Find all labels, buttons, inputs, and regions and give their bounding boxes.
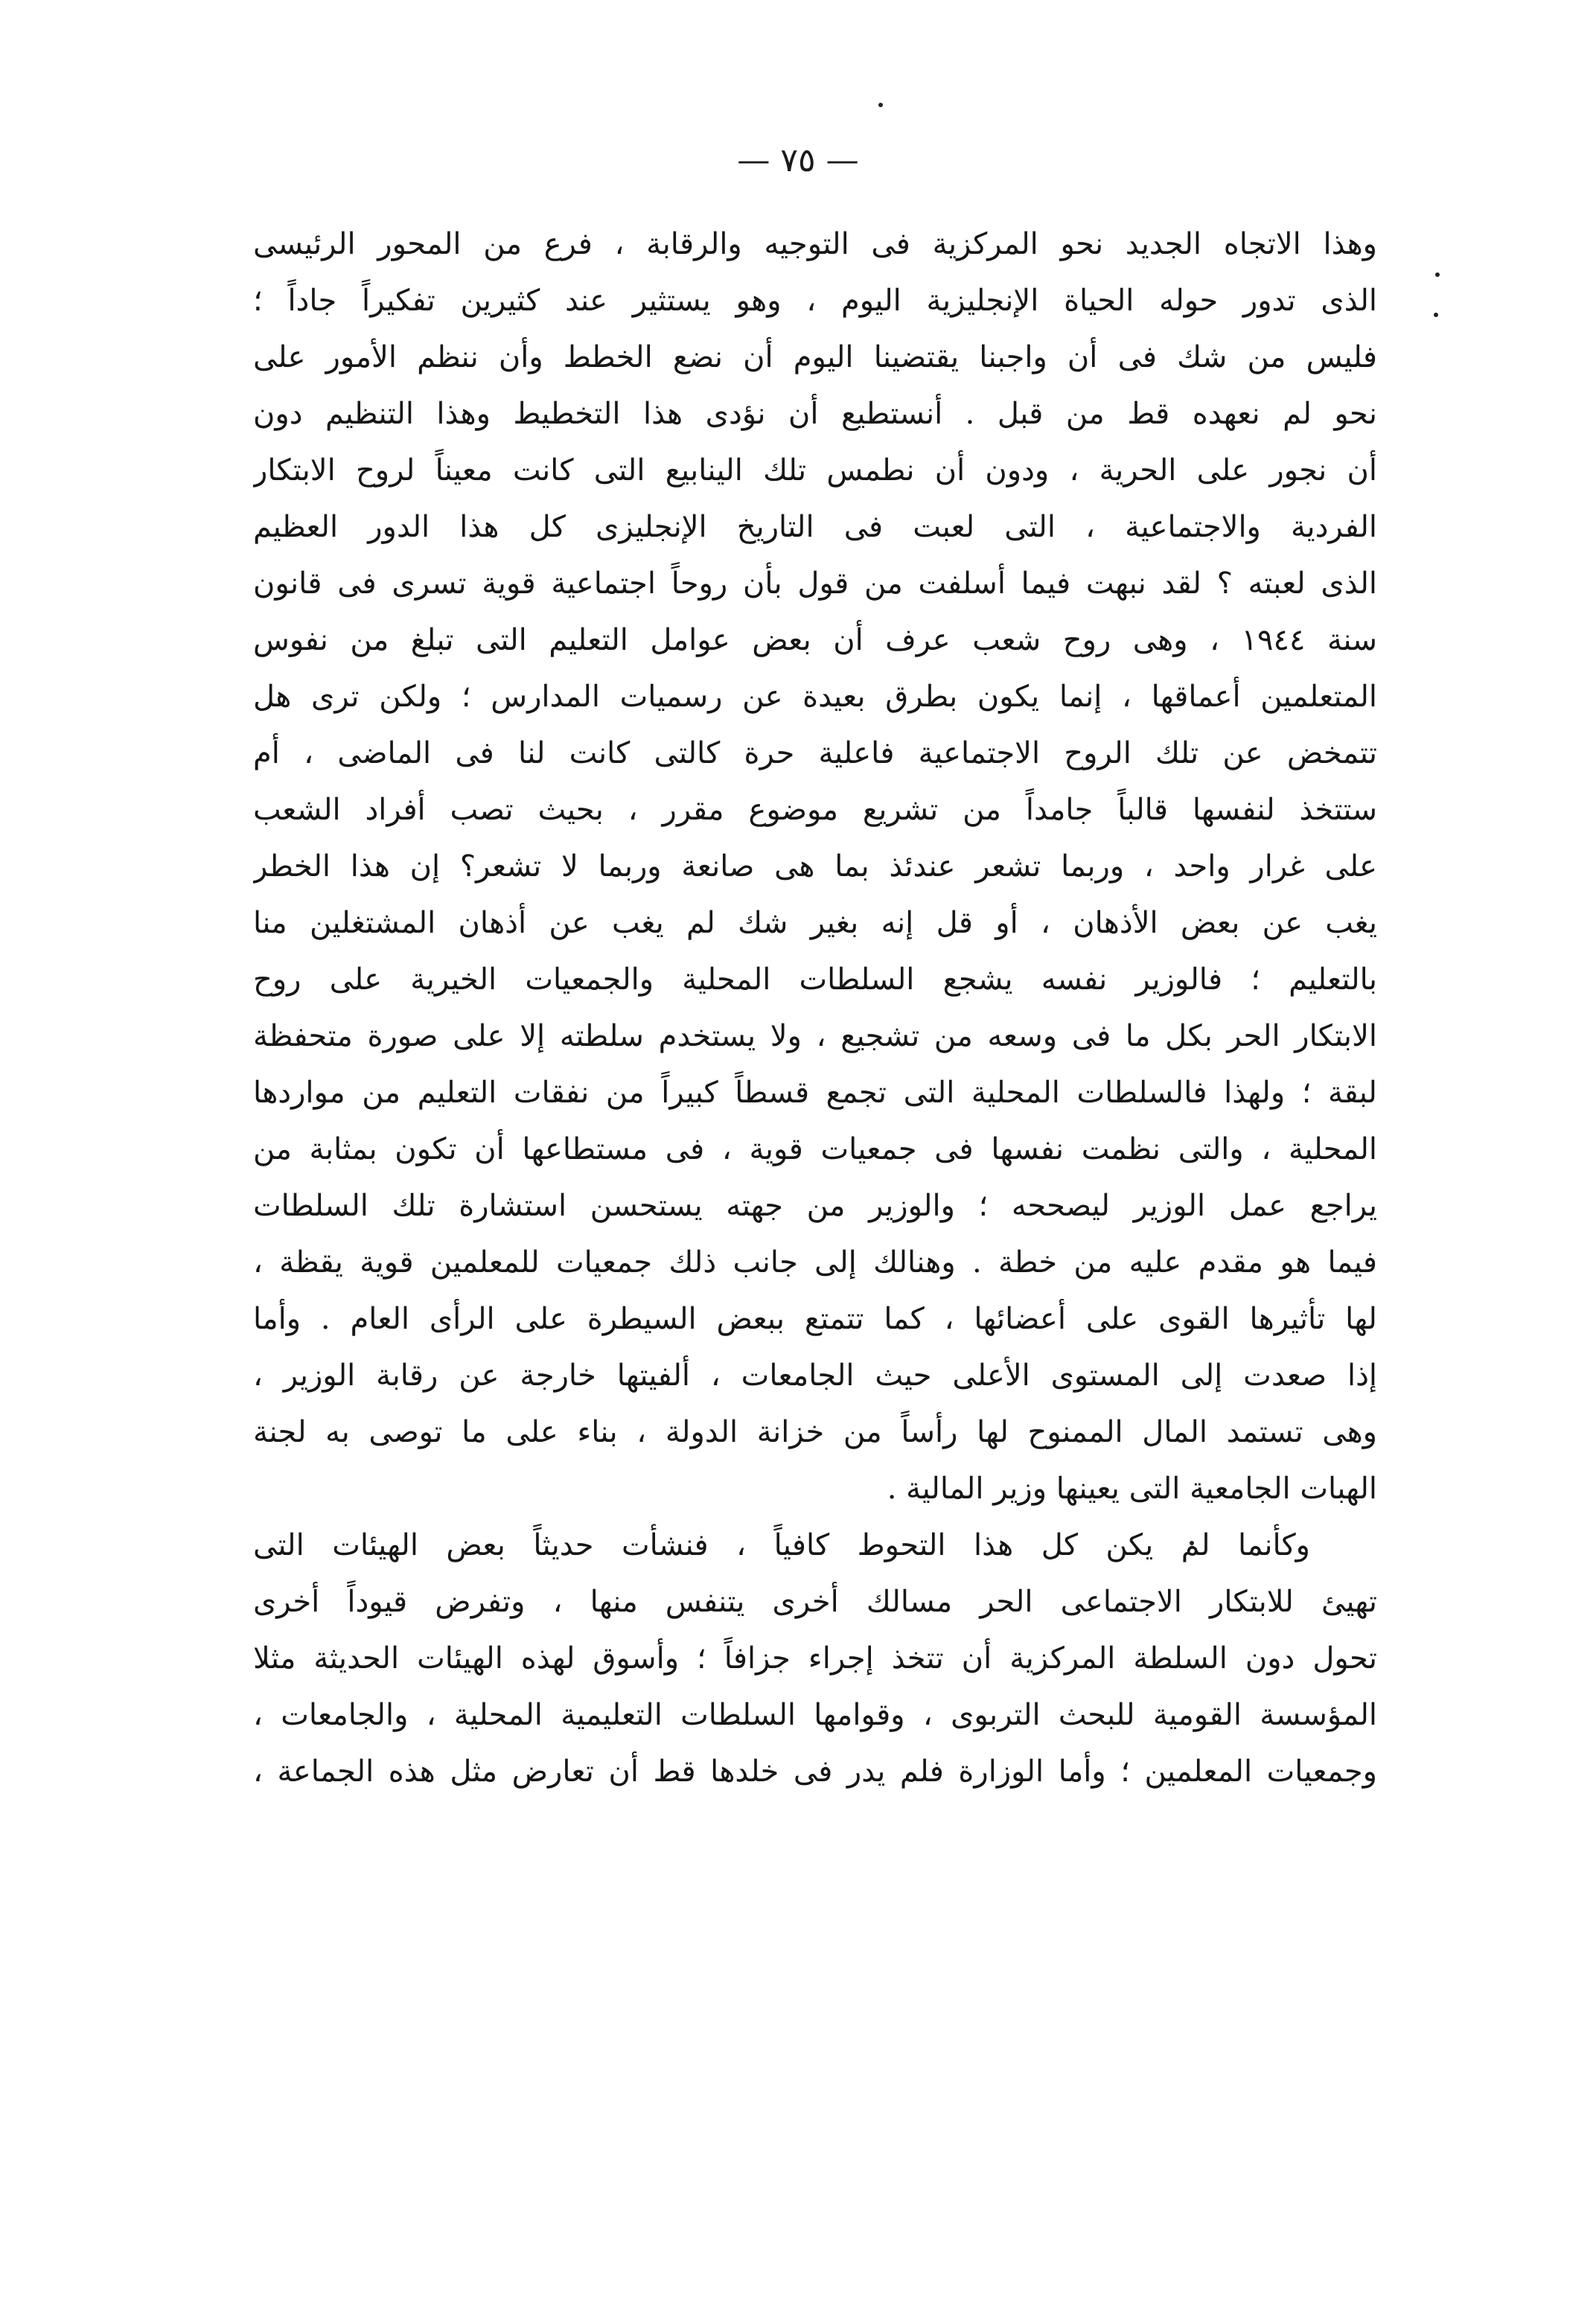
- paragraph-2: [253, 1517, 1377, 1800]
- text-line: أن نجور على الحرية ، ودون أن نطمس تلك الينابيع التى كانت معيناً لروح الابتكار: [253, 453, 1377, 488]
- text-line: وكأنما لم يكن كل هذا التحوط كافياً ، فنشأت حديثاً بعض الهيئات التى: [253, 1528, 1310, 1562]
- text-line: يراجع عمل الوزير ليصححه ؛ والوزير من جهته يستحسن استشارة تلك السلطات: [253, 1189, 1377, 1223]
- text-line: فليس من شك فى أن واجبنا يقتضينا اليوم أن نضع الخطط وأن ننظم الأمور على: [253, 340, 1377, 374]
- body-text: [253, 216, 1377, 1800]
- text-line: الفردية والاجتماعية ، التى لعبت فى التاريخ الإنجليزى كل هذا الدور العظيم: [253, 510, 1377, 544]
- text-line: الذى تدور حوله الحياة الإنجليزية اليوم ، وهو يستثير عند كثيرين تفكيراً جاداً ؛: [253, 284, 1377, 318]
- text-line: فيما هو مقدم عليه من خطة . وهنالك إلى جانب ذلك جمعيات للمعلمين قوية يقظة ،: [253, 1245, 1377, 1280]
- text-line: تهيئ للابتكار الاجتماعى الحر مسالك أخرى يتنفس منها ، وتفرض قيوداً أخرى: [253, 1585, 1377, 1619]
- scan-speck: [1435, 272, 1440, 277]
- text-line: ستتخذ لنفسها قالباً جامداً من تشريع موضوع مقرر ، بحيث تصب أفراد الشعب: [253, 793, 1377, 827]
- text-line: بالتعليم ؛ فالوزير نفسه يشجع السلطات المحلية والجمعيات الخيرية على روح: [253, 962, 1377, 997]
- text-line: الذى لعبته ؟ لقد نبهت فيما أسلفت من قول بأن روحاً اجتماعية قوية تسرى فى قانون: [253, 566, 1377, 601]
- text-line: لها تأثيرها القوى على أعضائها ، كما تتمتع ببعض السيطرة على الرأى العام . وأما: [253, 1302, 1377, 1336]
- text-line: سنة ١٩٤٤ ، وهى روح شعب عرف أن بعض عوامل التعليم التى تبلغ من نفوس: [253, 623, 1377, 657]
- text-line: على غرار واحد ، وربما تشعر عندئذ بما هى صانعة وربما لا تشعر؟ إن هذا الخطر: [253, 849, 1377, 884]
- page-number: — ٧٥ —: [737, 141, 859, 179]
- text-line: وجمعيات المعلمين ؛ وأما الوزارة فلم يدر فى خلدها قط أن تعارض مثل هذه الجماعة ،: [253, 1754, 1377, 1789]
- text-line: الهبات الجامعية التى يعينها وزير المالية .: [887, 1472, 1377, 1506]
- text-line: تحول دون السلطة المركزية أن تتخذ إجراء جزافاً ؛ وأسوق لهذه الهيئات الحديثة مثلا: [253, 1641, 1377, 1676]
- text-line: تتمخض عن تلك الروح الاجتماعية فاعلية حرة كالتى كانت لنا فى الماضى ، أم: [253, 736, 1377, 770]
- text-line: إذا صعدت إلى المستوى الأعلى حيث الجامعات ، ألفيتها خارجة عن رقابة الوزير ،: [253, 1358, 1377, 1393]
- text-line: المؤسسة القومية للبحث التربوى ، وقوامها السلطات التعليمية المحلية ، والجامعات ،: [253, 1698, 1377, 1732]
- text-line: الابتكار الحر بكل ما فى وسعه من تشجيع ، ولا يستخدم سلطته إلا على صورة متحفظة: [253, 1019, 1377, 1053]
- text-line: لبقة ؛ ولهذا فالسلطات المحلية التى تجمع قسطاً كبيراً من نفقات التعليم من مواردها: [253, 1076, 1377, 1110]
- text-line: وهذا الاتجاه الجديد نحو المركزية فى التوجيه والرقابة ، فرع من المحور الرئيسى: [253, 227, 1377, 261]
- scan-speck: [878, 103, 883, 107]
- text-line: يغب عن بعض الأذهان ، أو قل إنه بغير شك لم يغب عن أذهان المشتغلين منا: [253, 906, 1377, 940]
- scan-speck: [1434, 313, 1438, 317]
- text-line: نحو لم نعهده قط من قبل . أنستطيع أن نؤدى هذا التخطيط وهذا التنظيم دون: [253, 397, 1377, 431]
- text-line: وهى تستمد المال الممنوح لها رأساً من خزانة الدولة ، بناء على ما توصى به لجنة: [253, 1415, 1377, 1449]
- text-line: المتعلمين أعماقها ، إنما يكون بطرق بعيدة عن رسميات المدارس ؛ ولكن ترى هل: [253, 680, 1377, 714]
- paragraph-1: [253, 216, 1377, 1517]
- text-line: المحلية ، والتى نظمت نفسها فى جمعيات قوية ، فى مستطاعها أن تكون بمثابة من: [253, 1132, 1377, 1166]
